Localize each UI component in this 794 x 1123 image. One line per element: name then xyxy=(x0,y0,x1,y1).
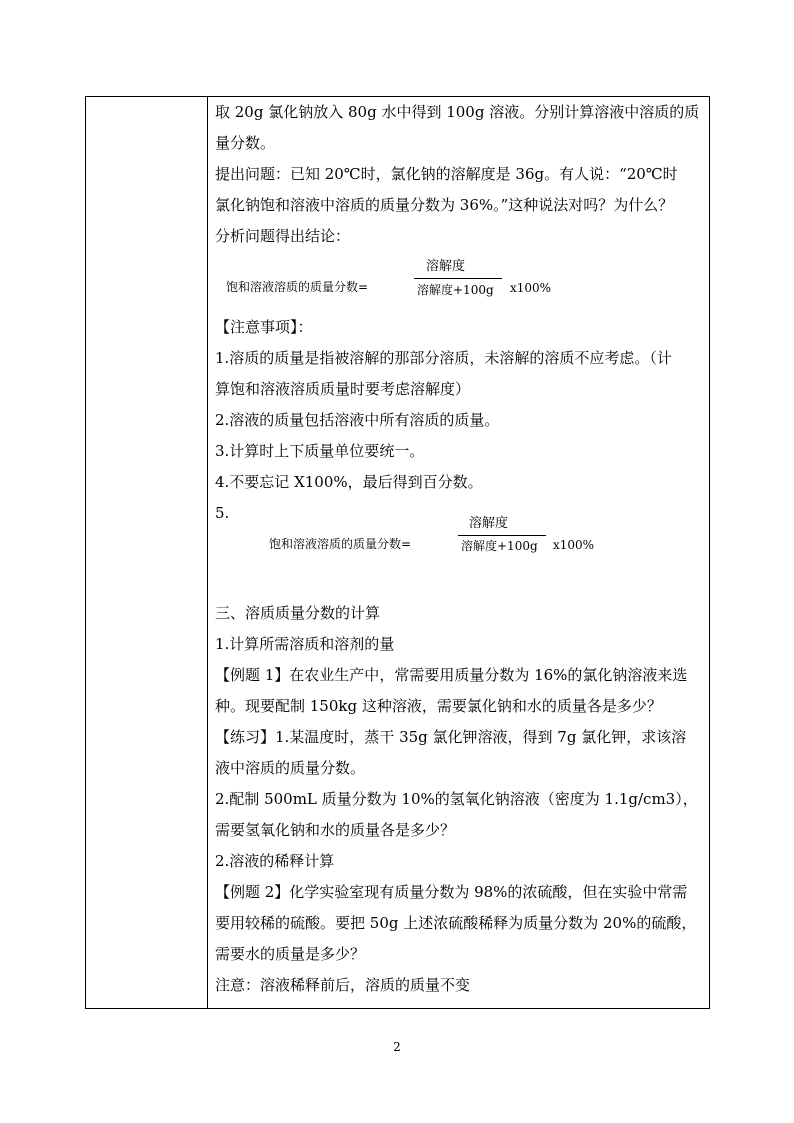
fraction-bar xyxy=(458,535,546,536)
formula-numerator: 溶解度 xyxy=(469,516,509,531)
text-line: 【例题 2】化学实验室现有质量分数为 98%的浓硫酸，但在实验中常需 xyxy=(215,883,688,901)
mass-fraction-formula-2 xyxy=(215,515,699,560)
text-line: 量分数。 xyxy=(215,134,276,152)
text-line: 4.不要忘记 X100%，最后得到百分数。 xyxy=(215,473,483,491)
text-line: 提出问题：已知 20℃时，氯化钠的溶解度是 36g。有人说：“20℃时 xyxy=(215,165,678,183)
page-number: 2 xyxy=(393,1040,401,1054)
text-line: 【例题 1】在农业生产中，常需要用质量分数为 16%的氯化钠溶液来选 xyxy=(215,666,688,684)
text-line: 种。现要配制 150kg 这种溶液，需要氯化钠和水的质量各是多少？ xyxy=(215,697,662,715)
formula-numerator: 溶解度 xyxy=(426,259,466,274)
formula-label: 饱和溶液溶质的质量分数= xyxy=(269,537,412,551)
text-line: 分析问题得出结论： xyxy=(215,227,351,245)
column-divider xyxy=(207,97,208,1008)
section-heading: 三、溶质质量分数的计算 xyxy=(215,604,381,622)
formula-label: 饱和溶液溶质的质量分数= xyxy=(226,280,369,294)
formula-denominator: 溶解度+100g xyxy=(417,283,494,297)
lesson-table xyxy=(85,96,710,1009)
text-line: 需要水的质量是多少？ xyxy=(215,945,366,963)
formula-denominator: 溶解度+100g xyxy=(461,539,538,553)
text-line: 1.计算所需溶质和溶剂的量 xyxy=(215,635,395,653)
lesson-content-cell xyxy=(215,97,699,1001)
text-line: 2.配制 500mL 质量分数为 10%的氢氧化钠溶液（密度为 1.1g/cm3）， xyxy=(215,790,698,808)
text-line: 【注意事项】： xyxy=(215,318,313,336)
text-line: 取 20g 氯化钠放入 80g 水中得到 100g 溶液。分别计算溶液中溶质的质 xyxy=(215,103,700,121)
text-line: 液中溶质的质量分数。 xyxy=(215,759,366,777)
text-line: 2.溶液的质量包括溶液中所有溶质的质量。 xyxy=(215,411,500,429)
text-line: 需要氢氧化钠和水的质量各是多少？ xyxy=(215,821,456,839)
text-line: 要用较稀的硫酸。要把 50g 上述浓硫酸稀释为质量分数为 20%的硫酸， xyxy=(215,914,697,932)
mass-fraction-formula-1 xyxy=(215,252,699,312)
text-line: 1.溶质的质量是指被溶解的那部分溶质，未溶解的溶质不应考虑。（计 xyxy=(215,349,672,367)
spacer xyxy=(215,560,699,598)
text-line: 注意：溶液稀释前后，溶质的质量不变 xyxy=(215,976,471,994)
text-line: 算饱和溶液溶质质量时要考虑溶解度） xyxy=(215,380,471,398)
text-line: 【练习】1.某温度时，蒸干 35g 氯化钾溶液，得到 7g 氯化钾，求该溶 xyxy=(215,728,687,746)
formula-multiplier: x100% xyxy=(553,538,595,552)
fraction-bar xyxy=(414,278,502,279)
formula-multiplier: x100% xyxy=(510,281,552,295)
text-line: 5. xyxy=(215,504,230,522)
text-line: 氯化钠饱和溶液中溶质的质量分数为 36%。”这种说法对吗？为什么？ xyxy=(215,196,674,214)
text-line: 3.计算时上下质量单位要统一。 xyxy=(215,442,425,460)
text-line: 2.溶液的稀释计算 xyxy=(215,852,335,870)
